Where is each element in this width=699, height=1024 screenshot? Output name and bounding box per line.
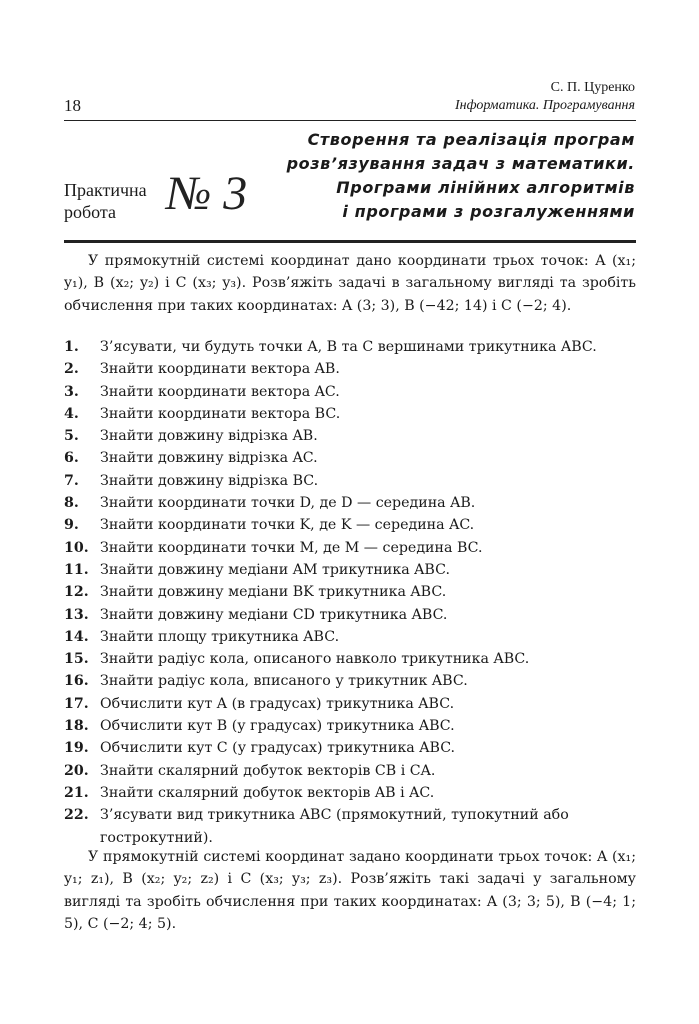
list-item-number: 11. <box>64 561 89 578</box>
list-item-text: Знайти довжину відрізка AC. <box>100 450 318 467</box>
list-item <box>64 670 636 692</box>
list-item-number: 22. <box>64 807 89 824</box>
list-item <box>64 336 636 358</box>
list-item <box>64 358 636 380</box>
list-item <box>64 648 636 670</box>
list-item-text: Знайти довжину медіани BK трикутника ABC. <box>100 584 447 601</box>
list-item-text: Знайти довжину медіани AM трикутника ABC. <box>100 561 450 578</box>
list-item-text: Знайти радіус кола, описаного навколо трикутника ABC. <box>100 651 530 668</box>
list-item <box>64 470 636 492</box>
list-item-number: 13. <box>64 606 89 623</box>
list-item-number: 1. <box>64 339 79 355</box>
list-item <box>64 804 636 849</box>
list-item <box>64 537 636 559</box>
list-item-number: 9. <box>64 517 79 534</box>
list-item-number: 7. <box>64 472 79 489</box>
list-item <box>64 492 636 514</box>
work-title-line-4: і програми з розгалуженнями <box>342 202 635 221</box>
list-item <box>64 737 636 759</box>
list-item-number: 4. <box>64 405 79 422</box>
task-2-intro <box>64 846 636 935</box>
list-item <box>64 425 636 447</box>
list-item <box>64 581 636 603</box>
list-item-number: 2. <box>64 361 79 378</box>
list-item-text: Знайти координати вектора BC. <box>100 405 341 422</box>
list-item-text: З’ясувати вид трикутника ABC (прямокутний, тупокутний або гострокутний). <box>100 807 569 846</box>
list-item-number: 14. <box>64 628 89 645</box>
list-item-number: 10. <box>64 539 89 556</box>
list-item-number: 12. <box>64 584 89 601</box>
list-item-text: Обчислити кут B (у градусах) трикутника ABC. <box>100 718 455 735</box>
list-item-number: 16. <box>64 673 89 690</box>
list-item-text: Знайти координати вектора AC. <box>100 383 340 400</box>
list-item-number: 17. <box>64 695 89 712</box>
work-label-line-1: Практична <box>64 180 147 200</box>
work-label-line-2: робота <box>64 202 116 222</box>
list-item-text: Знайти довжину медіани CD трикутника ABC. <box>100 606 448 623</box>
work-number: № 3 <box>166 167 248 220</box>
list-item-number: 8. <box>64 495 79 512</box>
list-item <box>64 559 636 581</box>
list-item-number: 6. <box>64 450 79 467</box>
list-item-text: Знайти координати точки M, де M — середина BC. <box>100 539 483 556</box>
list-item <box>64 760 636 782</box>
page-number: 18 <box>64 96 81 115</box>
list-item-text: Знайти довжину відрізка BC. <box>100 472 319 489</box>
list-item-text: Знайти координати вектора AB. <box>100 361 340 378</box>
list-item <box>64 782 636 804</box>
list-item-number: 15. <box>64 651 89 668</box>
list-item-number: 19. <box>64 740 89 757</box>
list-item <box>64 626 636 648</box>
task-1-intro <box>64 250 636 317</box>
list-item <box>64 715 636 737</box>
list-item-number: 5. <box>64 428 79 445</box>
work-title-line-1: Створення та реалізація програм <box>307 130 635 149</box>
list-item-text: Знайти скалярний добуток векторів CB і CA. <box>100 762 436 779</box>
list-item <box>64 604 636 626</box>
task-2-intro-text: У прямокутній системі координат задано координати трьох точок: A (x₁; y₁; z₁), B (x₂; y₂; z₂) і C (x₃; y₃; z₃). Розв’яжіть такі задачі у загальному вигляді та зробіть обчислення при таких координатах: A (3; 3; 5), B (−4; 1; 5), C (−2; 4; 5). <box>64 849 636 932</box>
author-name: С. П. Цуренко <box>550 80 635 95</box>
title-rule <box>64 240 636 243</box>
list-item-number: 20. <box>64 762 89 779</box>
task-1-intro-text: У прямокутній системі координат дано координати трьох точок: A (x₁; y₁), B (x₂; y₂) і C (x₃; y₃). Розв’яжіть задачі в загальному вигляді та зробіть обчислення при таких координатах: A (3; 3), B (−42; 14) і C (−2; 4). <box>64 253 636 314</box>
list-item <box>64 403 636 425</box>
list-item-text: Знайти координати точки K, де K — середина AC. <box>100 517 475 534</box>
list-item-text: Знайти скалярний добуток векторів AB і AC. <box>100 784 435 801</box>
list-item-text: Обчислити кут A (в градусах) трикутника ABC. <box>100 695 455 712</box>
list-item-text: Обчислити кут C (у градусах) трикутника ABC. <box>100 740 456 757</box>
list-item <box>64 381 636 403</box>
list-item-number: 21. <box>64 784 89 801</box>
list-item-text: Знайти довжину відрізка AB. <box>100 428 318 445</box>
header-rule <box>64 120 636 121</box>
task-list <box>64 336 636 849</box>
work-title-line-3: Програми лінійних алгоритмів <box>336 178 635 197</box>
list-item <box>64 693 636 715</box>
list-item-text: Знайти площу трикутника ABC. <box>100 628 340 645</box>
list-item-text: Знайти координати точки D, де D — середина AB. <box>100 495 476 512</box>
list-item <box>64 447 636 469</box>
list-item-text: Знайти радіус кола, вписаного у трикутник ABC. <box>100 673 468 690</box>
list-item <box>64 514 636 536</box>
list-item-text: З’ясувати, чи будуть точки A, B та C вершинами трикутника ABC. <box>100 339 597 355</box>
list-item-number: 3. <box>64 383 79 400</box>
work-title-line-2: розв’язування задач з математики. <box>286 154 635 173</box>
book-title: Інформатика. Програмування <box>454 98 635 113</box>
list-item-number: 18. <box>64 718 89 735</box>
